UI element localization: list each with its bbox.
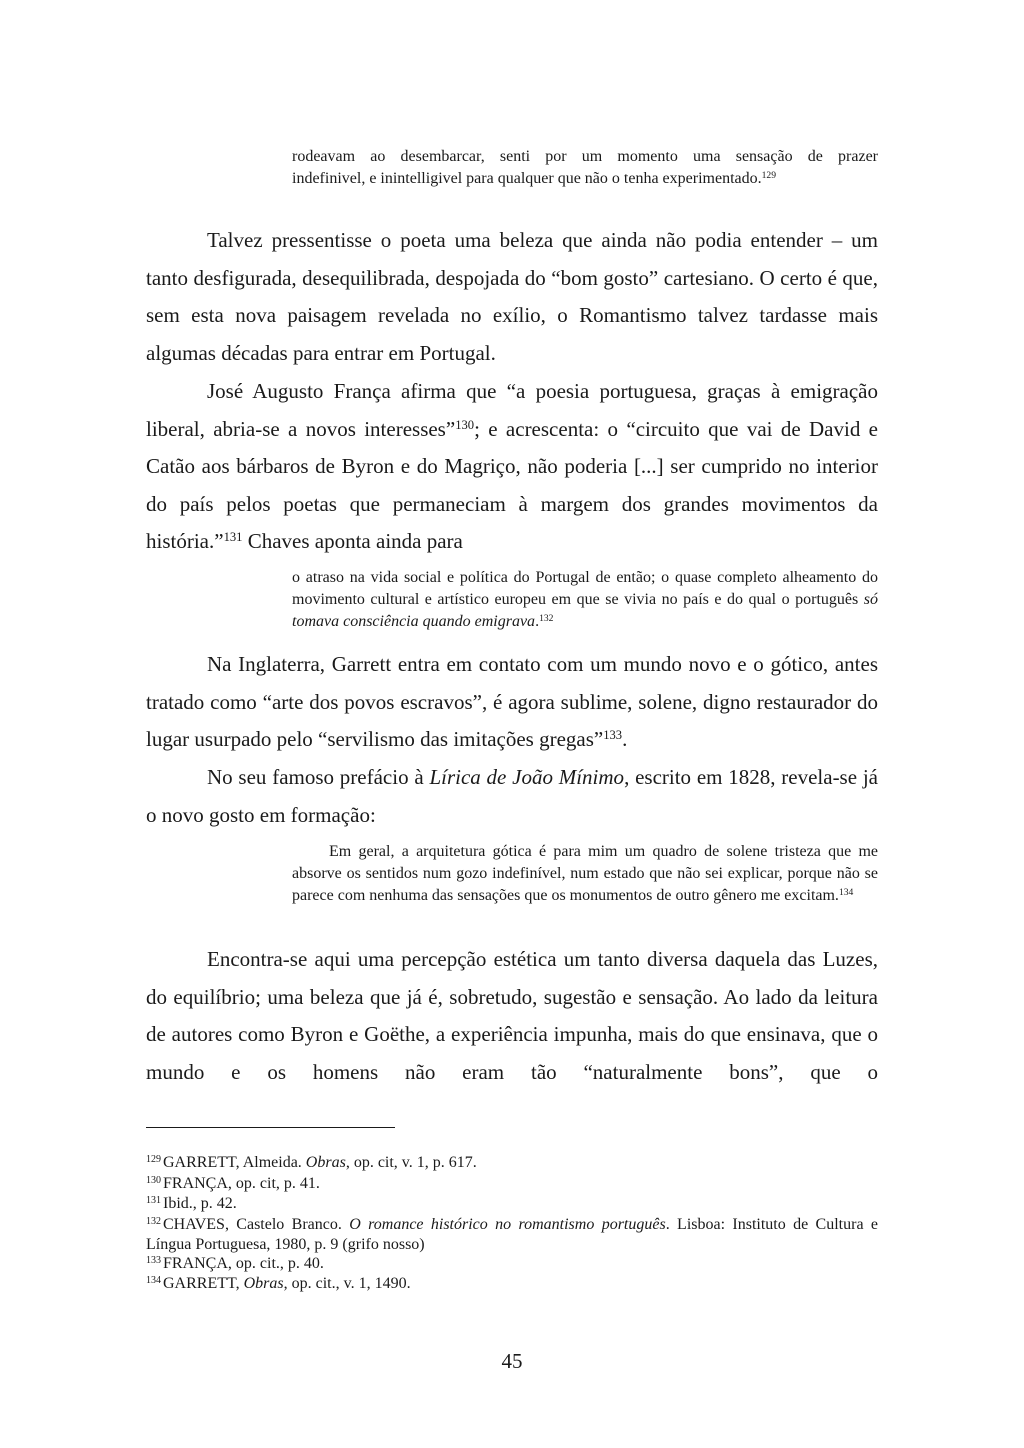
footnote-text: GARRETT, <box>163 1275 244 1292</box>
paragraph-text: José Augusto França afirma que “a poesia portuguesa, graças à emigração liberal, abria-se a novos interesses” <box>146 379 878 441</box>
quote-line <box>292 168 878 190</box>
footnote-text: , op. cit., v. 1, 1490. <box>283 1275 411 1292</box>
footnote-number: 133 <box>146 1254 161 1266</box>
quote-text: . <box>535 613 540 630</box>
footnote-emphasis: Obras <box>243 1275 284 1292</box>
footnote-text: Ibid., p. 42. <box>163 1195 237 1212</box>
footnote-number: 132 <box>146 1215 161 1227</box>
footnote-ref: 133 <box>603 728 623 743</box>
block-quote-chaves <box>292 567 878 633</box>
paragraph-text: No seu famoso prefácio à <box>207 765 430 789</box>
quote-text: Em geral, a arquitetura gótica é para mim um quadro de solene tristeza que me absorve os sentidos num gozo indefinível, num estado que não sei explicar, porque não se parece com nenhuma das sensações que os monumentos de outro gênero me excitam. <box>292 843 878 904</box>
footnote-number: 134 <box>146 1275 161 1286</box>
paragraph <box>146 646 878 759</box>
footnote-number: 130 <box>146 1174 161 1186</box>
footnote-text: CHAVES, Castelo Branco. <box>163 1215 350 1233</box>
footnote-text: . Lisboa: Instituto de Cultura e Língua Portuguesa, 1980, p. 9 (grifo nosso) <box>146 1215 879 1253</box>
footnote-text: , op. cit, v. 1, p. 617. <box>345 1154 477 1171</box>
footnote-132 <box>146 1216 878 1255</box>
quote-line: rodeavam ao desembarcar, senti por um momento uma sensação de prazer <box>292 148 878 165</box>
footnote-133 <box>146 1255 878 1276</box>
block-quote-garrett-gothic <box>292 841 878 907</box>
footnote-130 <box>146 1175 878 1196</box>
paragraph-text: , escrito em 1828, revela-se já o novo gosto em formação: <box>146 765 878 827</box>
footnote-131 <box>146 1195 878 1216</box>
paragraph: Encontra-se aqui uma percepção estética um tanto diversa daquela das Luzes, do equilíbrio; uma beleza que já é, sobretudo, sugestão e sensação. Ao lado da leitura de autores como Byron e Goëthe, a experiência impunha, mais do que ensinava, que o mundo e os homens não eram tão “naturalmente bons”, que o <box>146 947 878 1084</box>
footnote-number: 129 <box>146 1154 161 1165</box>
footnote-ref: 134 <box>838 886 854 898</box>
book-title: Lírica de João Mínimo <box>429 765 625 789</box>
footnote-text: FRANÇA, op. cit, p. 41. <box>163 1174 320 1192</box>
paragraph-text: Na Inglaterra, Garrett entra em contato com um mundo novo e o gótico, antes tratado como “arte dos povos escravos”, é agora sublime, solene, digno restaurador do lugar usurpado pelo “servilismo das imitações gregas” <box>146 652 878 751</box>
footnote-ref: 130 <box>455 417 475 432</box>
footnote-129 <box>146 1154 878 1175</box>
page-number: 45 <box>501 1349 523 1373</box>
paragraph-text: ; e acrescenta: o “circuito que vai de David e Catão aos bárbaros de Byron e do Magriço, não poderia [...] ser cumprido no interior do país pelos poetas que permaneciam à margem dos grandes movimentos da história.” <box>146 416 878 553</box>
paragraph <box>146 759 878 834</box>
footnote-text: GARRETT, Almeida. <box>163 1154 306 1171</box>
footnotes <box>146 1154 878 1296</box>
footnote-text: FRANÇA, op. cit., p. 40. <box>163 1254 324 1272</box>
footnote-emphasis: O romance histórico no romantismo português <box>349 1215 666 1233</box>
footnote-134 <box>146 1275 878 1296</box>
quote-line-text: indefinivel, e inintelligivel para qualquer que não o tenha experimentado. <box>292 170 762 187</box>
footnote-ref: 129 <box>761 169 776 181</box>
footnote-separator <box>146 1127 395 1128</box>
block-quote-garrett <box>292 146 878 190</box>
quote-text: o atraso na vida social e política do Portugal de então; o quase completo alheamento do movimento cultural e artístico europeu em que se vivia no país e do qual o português <box>292 569 878 608</box>
quote-emphasis: só tomava consciência quando emigrava <box>292 591 878 630</box>
paragraph: Talvez pressentisse o poeta uma beleza que ainda não podia entender – um tanto desfigurada, desequilibrada, despojada do “bom gosto” cartesiano. O certo é que, sem esta nova paisagem revelada no exílio, o Romantismo talvez tardasse mais algumas décadas para entrar em Portugal. <box>146 228 878 365</box>
paragraph <box>146 373 878 561</box>
footnote-emphasis: Obras <box>305 1154 346 1171</box>
paragraph-text: Chaves aponta ainda para <box>242 529 463 553</box>
footnote-number: 131 <box>146 1195 161 1206</box>
paragraph-text: . <box>622 727 628 751</box>
footnote-ref: 132 <box>539 612 554 624</box>
footnote-ref: 131 <box>223 530 243 545</box>
